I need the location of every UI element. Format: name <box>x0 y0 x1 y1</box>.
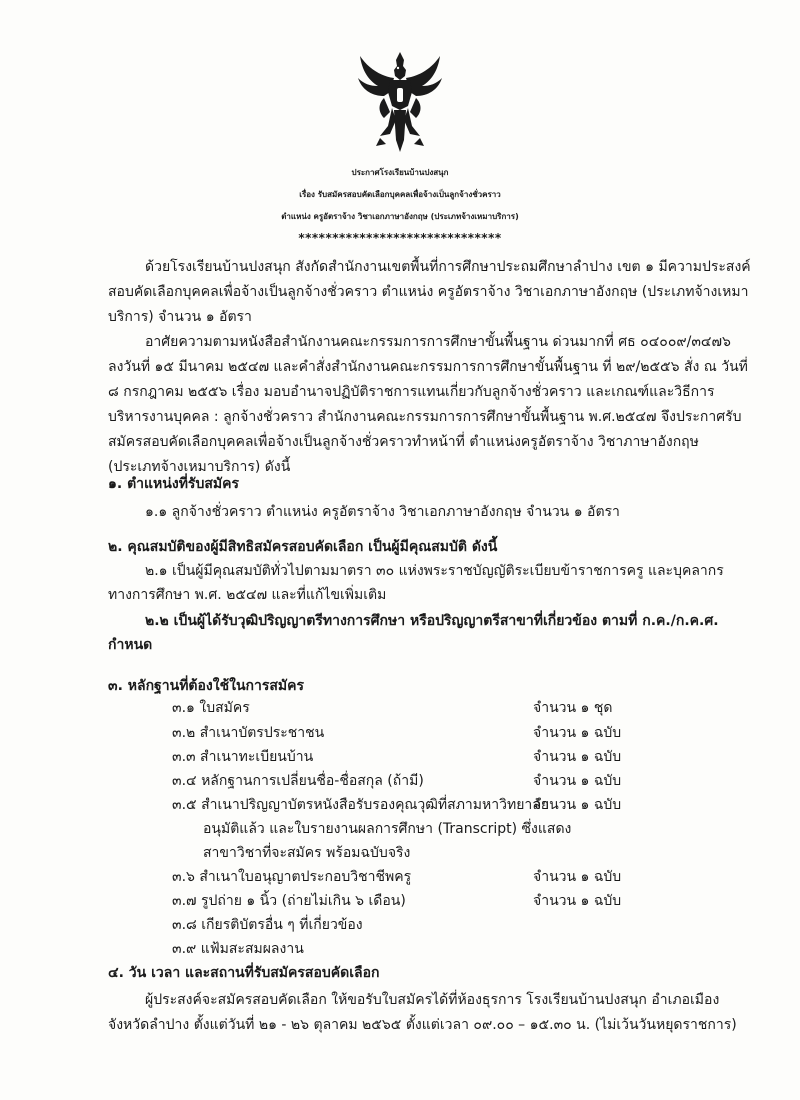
document-quantity: จำนวน ๑ ฉบับ <box>533 869 622 885</box>
document-quantity: จำนวน ๑ ฉบับ <box>533 725 622 741</box>
document-quantity: จำนวน ๑ ฉบับ <box>533 893 622 909</box>
document-quantity: จำนวน ๑ ชุด <box>533 700 613 716</box>
announcement-position: ตำแหน่ง ครูอัตราจ้าง วิชาเอกภาษาอังกฤษ (ประเภทจ้างเหมาบริการ) <box>281 212 519 221</box>
intro-paragraph-line: บริการ) จำนวน ๑ อัตรา <box>108 309 252 325</box>
document-item-cont: สาขาวิชาที่จะสมัคร พร้อมฉบับจริง <box>203 845 411 861</box>
section-2-item-1: ๒.๑ เป็นผู้มีคุณสมบัติทั่วไปตามมาตรา ๓๐ แห่งพระราชบัญญัติระเบียบข้าราชการครู และบุคลากร <box>145 563 724 579</box>
section-4-text: จังหวัดลำปาง ตั้งแต่วันที่ ๒๑ - ๒๖ ตุลาคม ๒๕๖๕ ตั้งแต่เวลา ๐๙.๐๐ – ๑๕.๓๐ น. (ไม่เว้นวันหยุดราชการ) <box>108 1017 737 1033</box>
section-1-item: ๑.๑ ลูกจ้างชั่วคราว ตำแหน่ง ครูอัตราจ้าง วิชาเอกภาษาอังกฤษ จำนวน ๑ อัตรา <box>145 504 620 520</box>
section-2-item-2: ๒.๒ เป็นผู้ได้รับวุฒิปริญญาตรีทางการศึกษา หรือปริญญาตรีสาขาที่เกี่ยวข้อง ตามที่ ก.ค./ก.ค.ศ. <box>145 613 719 629</box>
intro-paragraph-line: สอบคัดเลือกบุคคลเพื่อจ้างเป็นลูกจ้างชั่วคราว ตำแหน่ง ครูอัตราจ้าง วิชาเอกภาษาอังกฤษ (ประเภทจ้างเหมา <box>108 284 749 300</box>
intro-paragraph-line: ลงวันที่ ๑๕ มีนาคม ๒๕๔๗ และคำสั่งสำนักงานคณะกรรมการการศึกษาขั้นพื้นฐาน ที่ ๒๙/๒๕๕๖ สั่ง ณ วันที่ <box>108 359 748 375</box>
document-item: ๓.๙ แฟ้มสะสมผลงาน <box>172 941 304 957</box>
document-item: ๓.๒ สำเนาบัตรประชาชน <box>172 725 325 741</box>
section-2-item-1-cont: ทางการศึกษา พ.ศ. ๒๕๔๗ และที่แก้ไขเพิ่มเติม <box>108 587 387 603</box>
document-item: ๓.๓ สำเนาทะเบียนบ้าน <box>172 749 314 765</box>
intro-paragraph-line: (ประเภทจ้างเหมาบริการ) ดังนี้ <box>108 459 291 475</box>
section-2-item-2-cont: กำหนด <box>108 637 153 653</box>
intro-paragraph-line: บริหารงานบุคคล : ลูกจ้างชั่วคราว สำนักงานคณะกรรมการการศึกษาขั้นพื้นฐาน พ.ศ.๒๕๔๗ จึงประกาศรับ <box>108 409 742 425</box>
section-2-heading: ๒. คุณสมบัติของผู้มีสิทธิสมัครสอบคัดเลือก เป็นผู้มีคุณสมบัติ ดังนี้ <box>108 539 498 555</box>
section-4-heading: ๔. วัน เวลา และสถานที่รับสมัครสอบคัดเลือก <box>108 965 380 981</box>
garuda-emblem-icon <box>350 48 450 158</box>
intro-paragraph-line: ด้วยโรงเรียนบ้านปงสนุก สังกัดสำนักงานเขตพื้นที่การศึกษาประถมศึกษาลำปาง เขต ๑ มีความประสงค์ <box>145 259 751 275</box>
document-quantity: จำนวน ๑ ฉบับ <box>533 797 622 813</box>
announcement-title: ประกาศโรงเรียนบ้านปงสนุก <box>351 168 449 177</box>
intro-paragraph-line: สมัครสอบคัดเลือกบุคคลเพื่อจ้างเป็นลูกจ้างชั่วคราวทำหน้าที่ ตำแหน่งครูอัตราจ้าง วิชาภาษาอังกฤษ <box>108 434 699 450</box>
document-item: ๓.๑ ใบสมัคร <box>172 700 250 716</box>
section-3-heading: ๓. หลักฐานที่ต้องใช้ในการสมัคร <box>108 678 305 694</box>
document-item: ๓.๖ สำเนาใบอนุญาตประกอบวิชาชีพครู <box>172 869 412 885</box>
separator-stars: ****************************** <box>298 231 502 245</box>
section-1-heading: ๑. ตำแหน่งที่รับสมัคร <box>108 476 239 492</box>
document-item: ๓.๗ รูปถ่าย ๑ นิ้ว (ถ่ายไม่เกิน ๖ เดือน) <box>172 893 406 909</box>
section-4-text: ผู้ประสงค์จะสมัครสอบคัดเลือก ให้ขอรับใบสมัครได้ที่ห้องธุรการ โรงเรียนบ้านปงสนุก อำเภอเมือง <box>145 992 720 1008</box>
document-item: ๓.๘ เกียรติบัตรอื่น ๆ ที่เกี่ยวข้อง <box>172 917 363 933</box>
announcement-subject: เรื่อง รับสมัครสอบคัดเลือกบุคคลเพื่อจ้างเป็นลูกจ้างชั่วคราว <box>299 190 501 199</box>
intro-paragraph-line: อาศัยความตามหนังสือสำนักงานคณะกรรมการการศึกษาขั้นพื้นฐาน ด่วนมากที่ ศธ ๐๔๐๐๙/๓๔๗๖ <box>145 334 731 350</box>
document-item-cont: อนุมัติแล้ว และใบรายงานผลการศึกษา (Transcript) ซึ่งแสดง <box>203 821 572 837</box>
document-quantity: จำนวน ๑ ฉบับ <box>533 773 622 789</box>
document-item: ๓.๕ สำเนาปริญญาบัตรหนังสือรับรองคุณวุฒิที่สภามหาวิทยาลัย <box>172 797 550 813</box>
intro-paragraph-line: ๘ กรกฎาคม ๒๕๕๖ เรื่อง มอบอำนาจปฏิบัติราชการแทนเกี่ยวกับลูกจ้างชั่วคราว และเกณฑ์และวิธีการ <box>108 384 715 400</box>
document-item: ๓.๔ หลักฐานการเปลี่ยนชื่อ-ชื่อสกุล (ถ้ามี) <box>172 773 424 789</box>
document-quantity: จำนวน ๑ ฉบับ <box>533 749 622 765</box>
